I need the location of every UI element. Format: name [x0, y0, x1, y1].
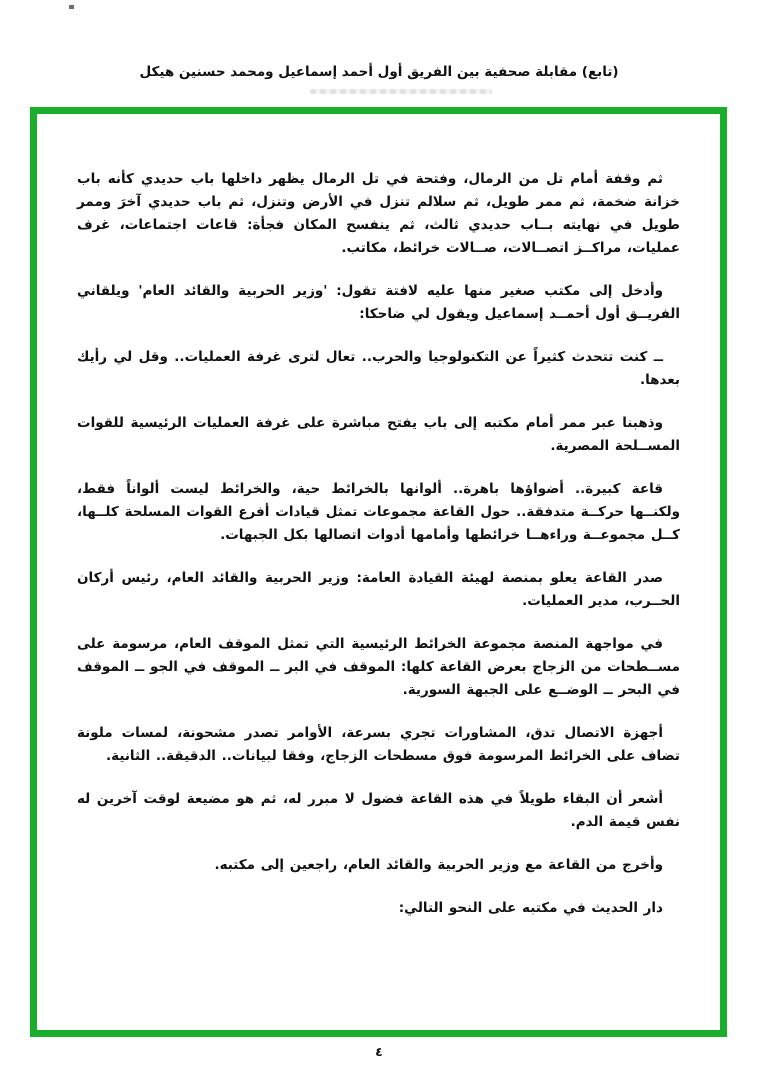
- paragraph: صدر القاعة يعلو بمنصة لهيئة القيادة العامة: وزير الحربية والقائد العام، رئيس أركان الحــرب، مدير العمليات.: [77, 570, 680, 609]
- title-underline-smudge: [310, 89, 492, 94]
- paragraph: دار الحديث في مكتبه على النحو التالي:: [398, 900, 663, 916]
- paragraph-dialogue: ــ كنت تتحدث كثيراً عن التكنولوجيا والحرب.. تعال لترى غرفة العمليات.. وقل لي رأيك بعدها.: [77, 349, 680, 388]
- paragraph: أشعر أن البقاء طويلاً في هذه القاعة فضول لا مبرر له، ثم هو مضيعة لوقت آخرين له نفس قيمة الدم.: [77, 791, 680, 830]
- paragraph: ثم وقفة أمام تل من الرمال، وفتحة في تل الرمال يظهر داخلها باب حديدي كأنه باب خزانة ضخمة، ثم ممر طويل، ثم سلالم تنزل في الأرض وتنزل، ثم باب حديدي آخرَ وممر طويل في نهايته بــاب حديدي ثالث، ثم ينفسح المكان فجأة: قاعات اجتماعات، غرف عمليات، مراكــز اتصــالات، صــالات خرائط، مكاتب.: [77, 171, 680, 256]
- document-body-text: [77, 168, 680, 940]
- page-number: ٤: [375, 1044, 383, 1059]
- paragraph: وأخرج من القاعة مع وزير الحربية والقائد العام، راجعين إلى مكتبه.: [214, 857, 663, 873]
- paragraph: قاعة كبيرة.. أضواؤها باهرة.. ألوانها بالخرائط حية، والخرائط ليست ألواناً فقط، ولكنــها حركــة متدفقة.. حول القاعة مجموعات تمثل قيادات أفرع القوات المسلحة كلــها، كــل مجموعــة وراءهــا خرائطها وأمامها أدوات اتصالها بكل الجبهات.: [77, 481, 680, 543]
- paragraph: في مواجهة المنصة مجموعة الخرائط الرئيسية التي تمثل الموقف العام، مرسومة على مســطحات من الزجاج بعرض القاعة كلها: الموقف في البر ــ الموقف في الجو ــ الموقف في البحر ــ الوضــع على الجبهة السورية.: [77, 636, 680, 698]
- document-green-frame: [30, 107, 727, 1037]
- scan-artifact-speck: [69, 5, 74, 9]
- page-title: (تابع) مقابلة صحفية بين الفريق أول أحمد إسماعيل ومحمد حسنين هيكل: [139, 64, 619, 80]
- paragraph: أجهزة الاتصال تدق، المشاورات تجري بسرعة، الأوامر تصدر مشحونة، لمسات ملونة تضاف على الخرائط المرسومة فوق مسطحات الزجاج، وفقا لبيانات.. الدقيقة.. الثانية.: [77, 725, 680, 764]
- paragraph: وأدخل إلى مكتب صغير منها عليه لافتة تقول: 'وزير الحربية والقائد العام' ويلقاني الفريــق أول أحمــد إسماعيل ويقول لي ضاحكا:: [77, 283, 680, 322]
- paragraph: وذهبنا عبر ممر أمام مكتبه إلى باب يفتح مباشرة على غرفة العمليات الرئيسية للقوات المســلحة المصرية.: [77, 415, 680, 454]
